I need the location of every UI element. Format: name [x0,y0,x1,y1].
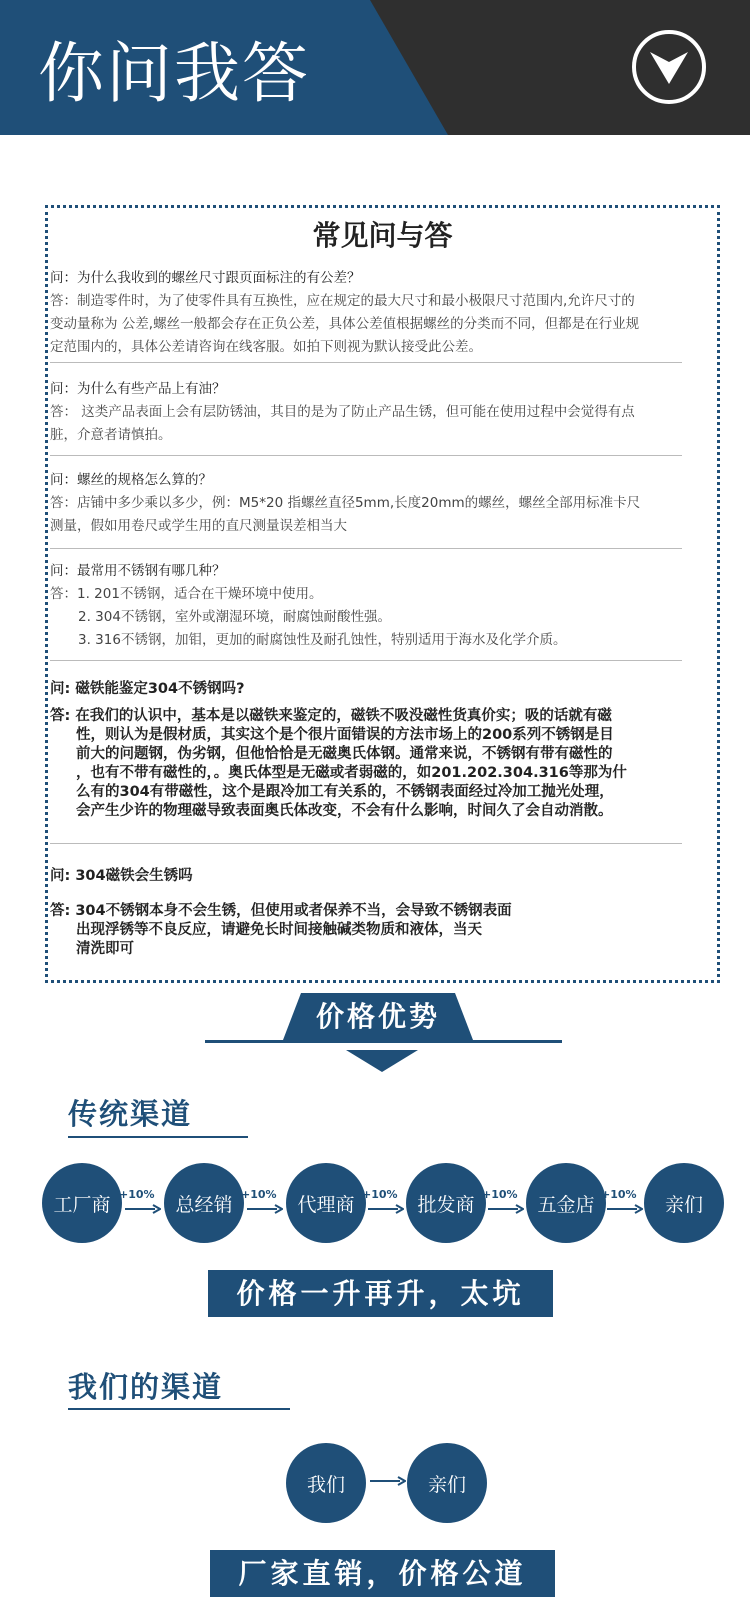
right-arrow-icon [247,1204,283,1214]
channel-node: 总经销 [164,1163,244,1243]
divider [50,455,682,456]
chevron-down-icon [648,48,690,88]
channel-node: 代理商 [286,1163,366,1243]
channel-node: 工厂商 [42,1163,122,1243]
our-slogan: 厂家直销，价格公道 [210,1550,555,1597]
markup-label: +10% [362,1188,398,1201]
header-banner [0,0,750,135]
faq-item [50,267,642,359]
faq-answer-line: 变动量称为 公差,螺丝一般都会存在正负公差，具体公差值根据螺丝的分类而不同，但都是在行业规 [50,316,640,332]
faq-answer-line: 定范围内的，具体公差请咨询在线客服。如拍下则视为默认接受此公差。 [50,339,482,355]
markup-label: +10% [241,1188,277,1201]
faq-answer-line: 测量，假如用卷尺或学生用的直尺测量误差相当大 [50,518,347,534]
faq-answer-line: 答: 304不锈钢本身不会生锈，但使用或者保养不当，会导致不锈钢表面 [50,903,512,919]
faq-answer-line: 性，则认为是假材质，其实这个是个很片面错误的方法市场上的200系列不锈钢是目 [76,727,614,743]
right-arrow-icon [488,1204,524,1214]
faq-answer-line: 答：店铺中多少乘以多少，例：M5*20 指螺丝直径5mm,长度20mm的螺丝，螺丝全部用标准卡尺 [50,495,641,511]
channel-node: 五金店 [526,1163,606,1243]
our-channel-title: 我们的渠道 [68,1370,224,1404]
faq-item [50,378,642,447]
banner-underline [205,1040,562,1043]
right-arrow-icon [607,1204,643,1214]
divider [50,548,682,549]
divider [50,660,682,661]
faq-question: 问: 304磁铁会生锈吗 [50,868,193,884]
faq-title: 常见问与答 [312,219,453,252]
faq-answer-line: 出现浮锈等不良反应，请避免长时间接触碱类物质和液体，当天 [76,922,482,938]
faq-question: 问: 磁铁能鉴定304不锈钢吗? [50,681,245,697]
faq-answer-line: 答：1. 201不锈钢，适合在干燥环境中使用。 [50,586,323,602]
markup-label: +10% [119,1188,155,1201]
faq-question: 问：螺丝的规格怎么算的？ [50,472,212,488]
faq-answer-line: 脏，介意者请慎拍。 [50,427,172,443]
faq-answer-line: 答： 这类产品表面上会有层防锈油，其目的是为了防止产品生锈，但可能在使用过程中会觉得有点 [50,404,635,420]
faq-item [50,867,642,959]
channel-node: 我们 [286,1443,366,1523]
channel-node: 批发商 [406,1163,486,1243]
faq-answer-line: ，也有不带有磁性的，。奥氏体型是无磁或者弱磁的，如201.202.304.316等那为什 [76,765,627,781]
channel-node: 亲们 [644,1163,724,1243]
faq-question: 问：最常用不锈钢有哪几种？ [50,563,226,579]
faq-question: 问：为什么我收到的螺丝尺寸跟页面标注的有公差？ [50,270,361,286]
dropdown-button[interactable] [632,30,706,104]
faq-answer-line: 答：制造零件时，为了使零件具有互换性，应在规定的最大尺寸和最小极限尺寸范围内,允许尺寸的 [50,293,635,309]
right-arrow-icon [125,1204,161,1214]
faq-answer-line: 前大的问题钢，伪劣钢，但他恰恰是无磁奥氏体钢。通常来说，不锈钢有带有磁性的 [76,746,613,762]
traditional-channel-title: 传统渠道 [68,1097,193,1131]
right-arrow-icon [368,1204,404,1214]
markup-label: +10% [601,1188,637,1201]
faq-answer-line: 3. 316不锈钢，加钼，更加的耐腐蚀性及耐孔蚀性，特别适用于海水及化学介质。 [78,632,567,648]
faq-answer-line: 答: 在我们的认识中，基本是以磁铁来鉴定的，磁铁不吸没磁性货真价实；吸的话就有磁 [50,708,612,724]
title-underline [68,1408,290,1410]
faq-answer-line: 2. 304不锈钢，室外或潮湿环境，耐腐蚀耐酸性强。 [78,609,391,625]
faq-answer-line: 会产生少许的物理磁导致表面奥氏体改变，不会有什么影响，时间久了会自动消散。 [76,803,613,819]
faq-item [50,560,642,652]
right-arrow-icon [370,1476,406,1486]
markup-label: +10% [482,1188,518,1201]
channel-node: 亲们 [407,1443,487,1523]
page-title: 你问我答 [38,35,310,112]
faq-item [50,469,642,538]
title-underline [68,1136,248,1138]
faq-answer-line: 清洗即可 [76,941,134,957]
faq-item [50,680,642,821]
price-banner-title: 价格优势 [315,1000,440,1033]
faq-answer-line: 么有的304有带磁性，这个是跟冷加工有关系的，不锈钢表面经过冷加工抛光处理， [76,784,614,800]
divider [50,362,682,363]
down-triangle-icon [346,1050,418,1072]
divider [50,843,682,844]
faq-question: 问：为什么有些产品上有油？ [50,381,226,397]
traditional-slogan: 价格一升再升，太坑 [208,1270,553,1317]
